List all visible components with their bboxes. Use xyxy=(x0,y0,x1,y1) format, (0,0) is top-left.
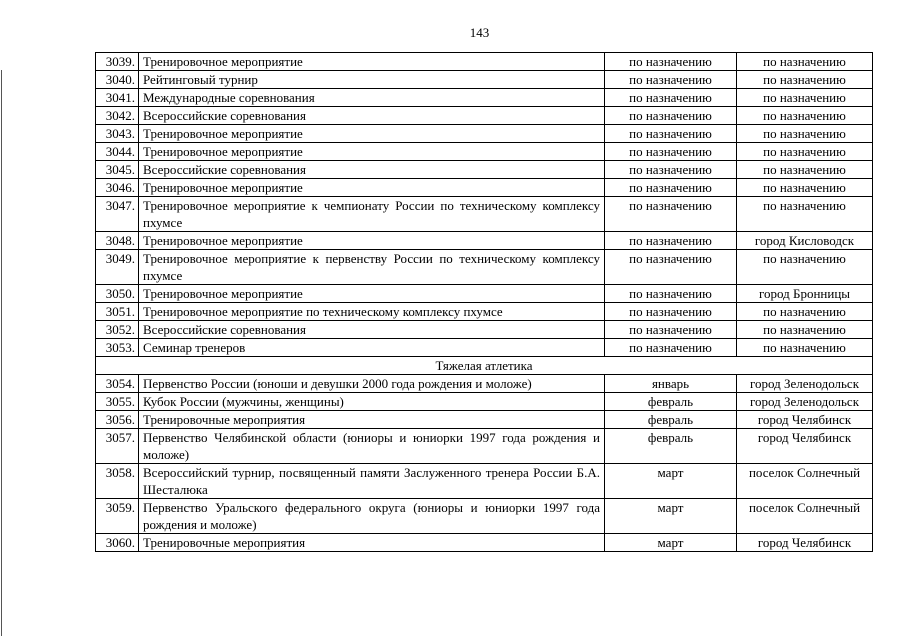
event-date: по назначению xyxy=(605,143,737,161)
event-place: по назначению xyxy=(737,125,873,143)
event-place: город Зеленодольск xyxy=(737,375,873,393)
event-name: Всероссийские соревнования xyxy=(139,321,605,339)
event-date: по назначению xyxy=(605,232,737,250)
event-date: март xyxy=(605,534,737,552)
row-number: 3060. xyxy=(96,534,139,552)
table-row xyxy=(96,71,873,89)
event-date: январь xyxy=(605,375,737,393)
section-title: Тяжелая атлетика xyxy=(96,357,873,375)
scan-edge-line xyxy=(1,70,2,636)
event-date: март xyxy=(605,499,737,534)
table-row xyxy=(96,499,873,534)
event-date: февраль xyxy=(605,393,737,411)
event-place: по назначению xyxy=(737,339,873,357)
table-row xyxy=(96,375,873,393)
events-table-container xyxy=(95,52,872,552)
event-date: по назначению xyxy=(605,125,737,143)
table-row xyxy=(96,534,873,552)
event-name: Семинар тренеров xyxy=(139,339,605,357)
event-place: по назначению xyxy=(737,89,873,107)
event-name: Тренировочные мероприятия xyxy=(139,411,605,429)
event-place: по назначению xyxy=(737,107,873,125)
event-name: Тренировочное мероприятие xyxy=(139,179,605,197)
event-name: Тренировочные мероприятия xyxy=(139,534,605,552)
event-place: поселок Солнечный xyxy=(737,464,873,499)
table-row xyxy=(96,303,873,321)
event-place: город Бронницы xyxy=(737,285,873,303)
event-place: по назначению xyxy=(737,321,873,339)
row-number: 3057. xyxy=(96,429,139,464)
event-name: Рейтинговый турнир xyxy=(139,71,605,89)
row-number: 3043. xyxy=(96,125,139,143)
event-place: по назначению xyxy=(737,143,873,161)
row-number: 3041. xyxy=(96,89,139,107)
table-row xyxy=(96,411,873,429)
event-name: Тренировочное мероприятие xyxy=(139,53,605,71)
event-date: по назначению xyxy=(605,339,737,357)
event-place: город Челябинск xyxy=(737,534,873,552)
table-row xyxy=(96,89,873,107)
event-place: по назначению xyxy=(737,250,873,285)
event-date: февраль xyxy=(605,429,737,464)
row-number: 3040. xyxy=(96,71,139,89)
table-row xyxy=(96,321,873,339)
row-number: 3053. xyxy=(96,339,139,357)
event-date: по назначению xyxy=(605,179,737,197)
event-name: Тренировочное мероприятие xyxy=(139,143,605,161)
row-number: 3048. xyxy=(96,232,139,250)
row-number: 3047. xyxy=(96,197,139,232)
event-place: поселок Солнечный xyxy=(737,499,873,534)
event-name: Кубок России (мужчины, женщины) xyxy=(139,393,605,411)
row-number: 3058. xyxy=(96,464,139,499)
table-row xyxy=(96,107,873,125)
table-row xyxy=(96,339,873,357)
page-number: 143 xyxy=(469,25,490,40)
row-number: 3055. xyxy=(96,393,139,411)
event-name: Тренировочное мероприятие xyxy=(139,285,605,303)
event-place: город Челябинск xyxy=(737,411,873,429)
table-row xyxy=(96,125,873,143)
table-row xyxy=(96,232,873,250)
row-number: 3051. xyxy=(96,303,139,321)
table-row xyxy=(96,197,873,232)
event-date: по назначению xyxy=(605,53,737,71)
event-place: по назначению xyxy=(737,197,873,232)
event-name: Тренировочное мероприятие xyxy=(139,125,605,143)
event-place: город Кисловодск xyxy=(737,232,873,250)
event-date: по назначению xyxy=(605,71,737,89)
event-place: по назначению xyxy=(737,179,873,197)
event-date: по назначению xyxy=(605,161,737,179)
event-date: март xyxy=(605,464,737,499)
event-date: по назначению xyxy=(605,89,737,107)
event-name: Международные соревнования xyxy=(139,89,605,107)
event-name: Первенство Уральского федерального округа (юниоры и юниорки 1997 года рождения и моложе) xyxy=(139,499,605,534)
event-place: по назначению xyxy=(737,161,873,179)
row-number: 3042. xyxy=(96,107,139,125)
table-row xyxy=(96,393,873,411)
event-name: Тренировочное мероприятие к чемпионату России по техническому комплексу пхумсе xyxy=(139,197,605,232)
event-place: по назначению xyxy=(737,303,873,321)
row-number: 3039. xyxy=(96,53,139,71)
row-number: 3050. xyxy=(96,285,139,303)
row-number: 3046. xyxy=(96,179,139,197)
table-row xyxy=(96,285,873,303)
row-number: 3054. xyxy=(96,375,139,393)
event-place: по назначению xyxy=(737,71,873,89)
event-place: город Зеленодольск xyxy=(737,393,873,411)
events-table-body xyxy=(96,53,873,552)
table-row xyxy=(96,179,873,197)
event-name: Тренировочное мероприятие к первенству России по техническому комплексу пхумсе xyxy=(139,250,605,285)
table-row xyxy=(96,161,873,179)
event-place: по назначению xyxy=(737,53,873,71)
event-date: по назначению xyxy=(605,107,737,125)
row-number: 3049. xyxy=(96,250,139,285)
row-number: 3044. xyxy=(96,143,139,161)
event-name: Тренировочное мероприятие по техническому комплексу пхумсе xyxy=(139,303,605,321)
section-header-row xyxy=(96,357,873,375)
event-date: по назначению xyxy=(605,303,737,321)
event-name: Всероссийский турнир, посвященный памяти Заслуженного тренера России Б.А. Шесталюка xyxy=(139,464,605,499)
row-number: 3059. xyxy=(96,499,139,534)
event-place: город Челябинск xyxy=(737,429,873,464)
table-row xyxy=(96,53,873,71)
event-date: по назначению xyxy=(605,250,737,285)
event-name: Первенство России (юноши и девушки 2000 года рождения и моложе) xyxy=(139,375,605,393)
events-table xyxy=(95,52,873,552)
event-name: Всероссийские соревнования xyxy=(139,107,605,125)
table-row xyxy=(96,429,873,464)
event-date: по назначению xyxy=(605,285,737,303)
row-number: 3052. xyxy=(96,321,139,339)
event-name: Всероссийские соревнования xyxy=(139,161,605,179)
table-row xyxy=(96,250,873,285)
table-row xyxy=(96,464,873,499)
event-date: февраль xyxy=(605,411,737,429)
event-name: Первенство Челябинской области (юниоры и юниорки 1997 года рождения и моложе) xyxy=(139,429,605,464)
event-date: по назначению xyxy=(605,197,737,232)
event-date: по назначению xyxy=(605,321,737,339)
table-row xyxy=(96,143,873,161)
event-name: Тренировочное мероприятие xyxy=(139,232,605,250)
row-number: 3056. xyxy=(96,411,139,429)
row-number: 3045. xyxy=(96,161,139,179)
